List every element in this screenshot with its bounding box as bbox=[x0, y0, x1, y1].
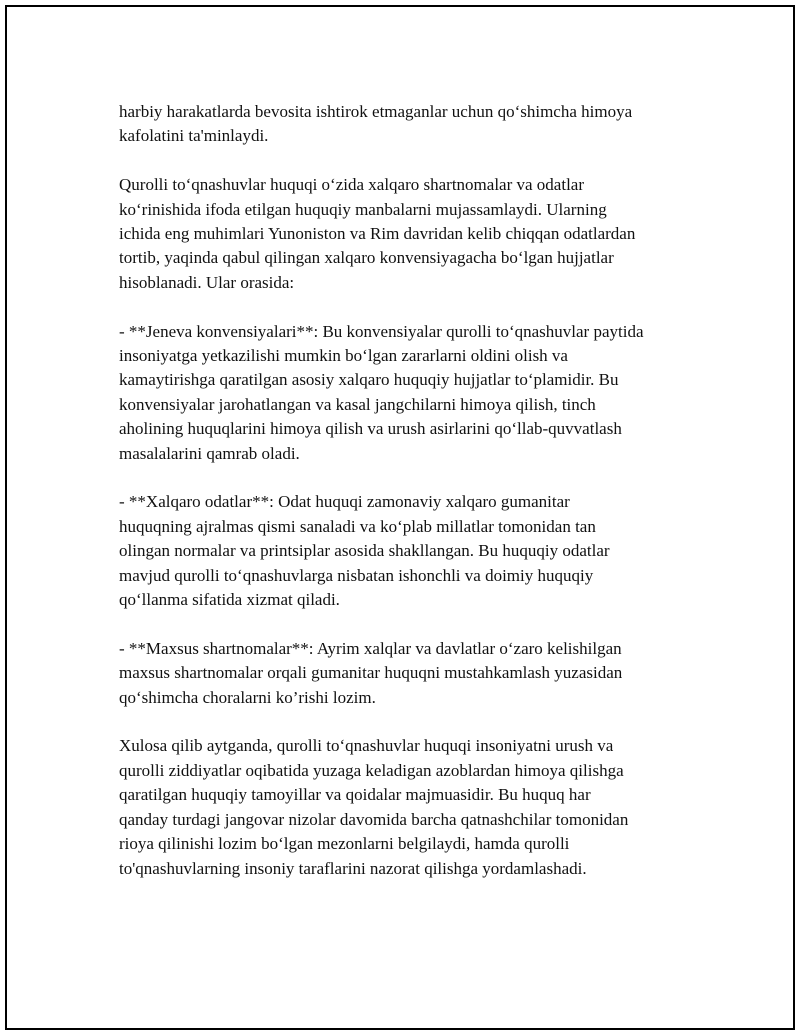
document-body bbox=[119, 100, 719, 905]
list-item-geneva-conventions: - **Jeneva konvensiyalari**: Bu konvensiyalar qurolli to‘qnashuvlar paytida insoniyatga yetkazilishi mumkin bo‘lgan zararlarni oldini olish va kamaytirishga qaratilgan asosiy xalqaro huquqiy hujjatlar to‘plamidir. Bu konvensiyalar jarohatlangan va kasal jangchilarni himoya qilish, tinch aholining huquqlarini himoya qilish va urush asirlarini qo‘llab-quvvatlash masalalarini qamrab oladi. bbox=[119, 321, 644, 463]
list-item-international-customs: - **Xalqaro odatlar**: Odat huquqi zamonaviy xalqaro gumanitar huquqning ajralmas qismi sanaladi va ko‘plab millatlar tomonidan tan olingan normalar va printsiplar asosida shakllangan. Bu huquqiy odatlar mavjud qurolli to‘qnashuvlarga nisbatan ishonchli va doimiy huquqiy qo‘llanma sifatida xizmat qiladi. bbox=[119, 492, 610, 610]
paragraph-sources: Qurolli to‘qnashuvlar huquqi o‘zida xalqaro shartnomalar va odatlar ko‘rinishida ifoda etilgan huquqiy manbalarni mujassamlaydi. Ularning ichida eng muhimlari Yunoniston va Rim davridan kelib chiqqan odatlardan tortib, yaqinda qabul qilingan xalqaro konvensiyagacha bo‘lgan hujjatlar hisoblanadi. Ular orasida: bbox=[119, 175, 636, 292]
paragraph-intro-continuation: harbiy harakatlarda bevosita ishtirok etmaganlar uchun qo‘shimcha himoya kafolatini ta'minlaydi. bbox=[119, 102, 633, 146]
paragraph-conclusion: Xulosa qilib aytganda, qurolli to‘qnashuvlar huquqi insoniyatni urush va qurolli ziddiyatlar oqibatida yuzaga keladigan azoblardan himoya qilishga qaratilgan huquqiy tamoyillar va qoidalar majmuasidir. Bu huquq har qanday turdagi jangovar nizolar davomida barcha qatnashchilar tomonidan rioya qilinishi lozim bo‘lgan mezonlarni belgilaydi, hamda qurolli to'qnashuvlarning insoniy taraflarini nazorat qilishga yordamlashadi. bbox=[119, 736, 629, 878]
list-item-special-treaties: - **Maxsus shartnomalar**: Ayrim xalqlar va davlatlar o‘zaro kelishilgan maxsus shartnomalar orqali gumanitar huquqni mustahkamlash yuzasidan qo‘shimcha choralarni ko’rishi lozim. bbox=[119, 638, 623, 707]
document-page bbox=[5, 5, 795, 1030]
